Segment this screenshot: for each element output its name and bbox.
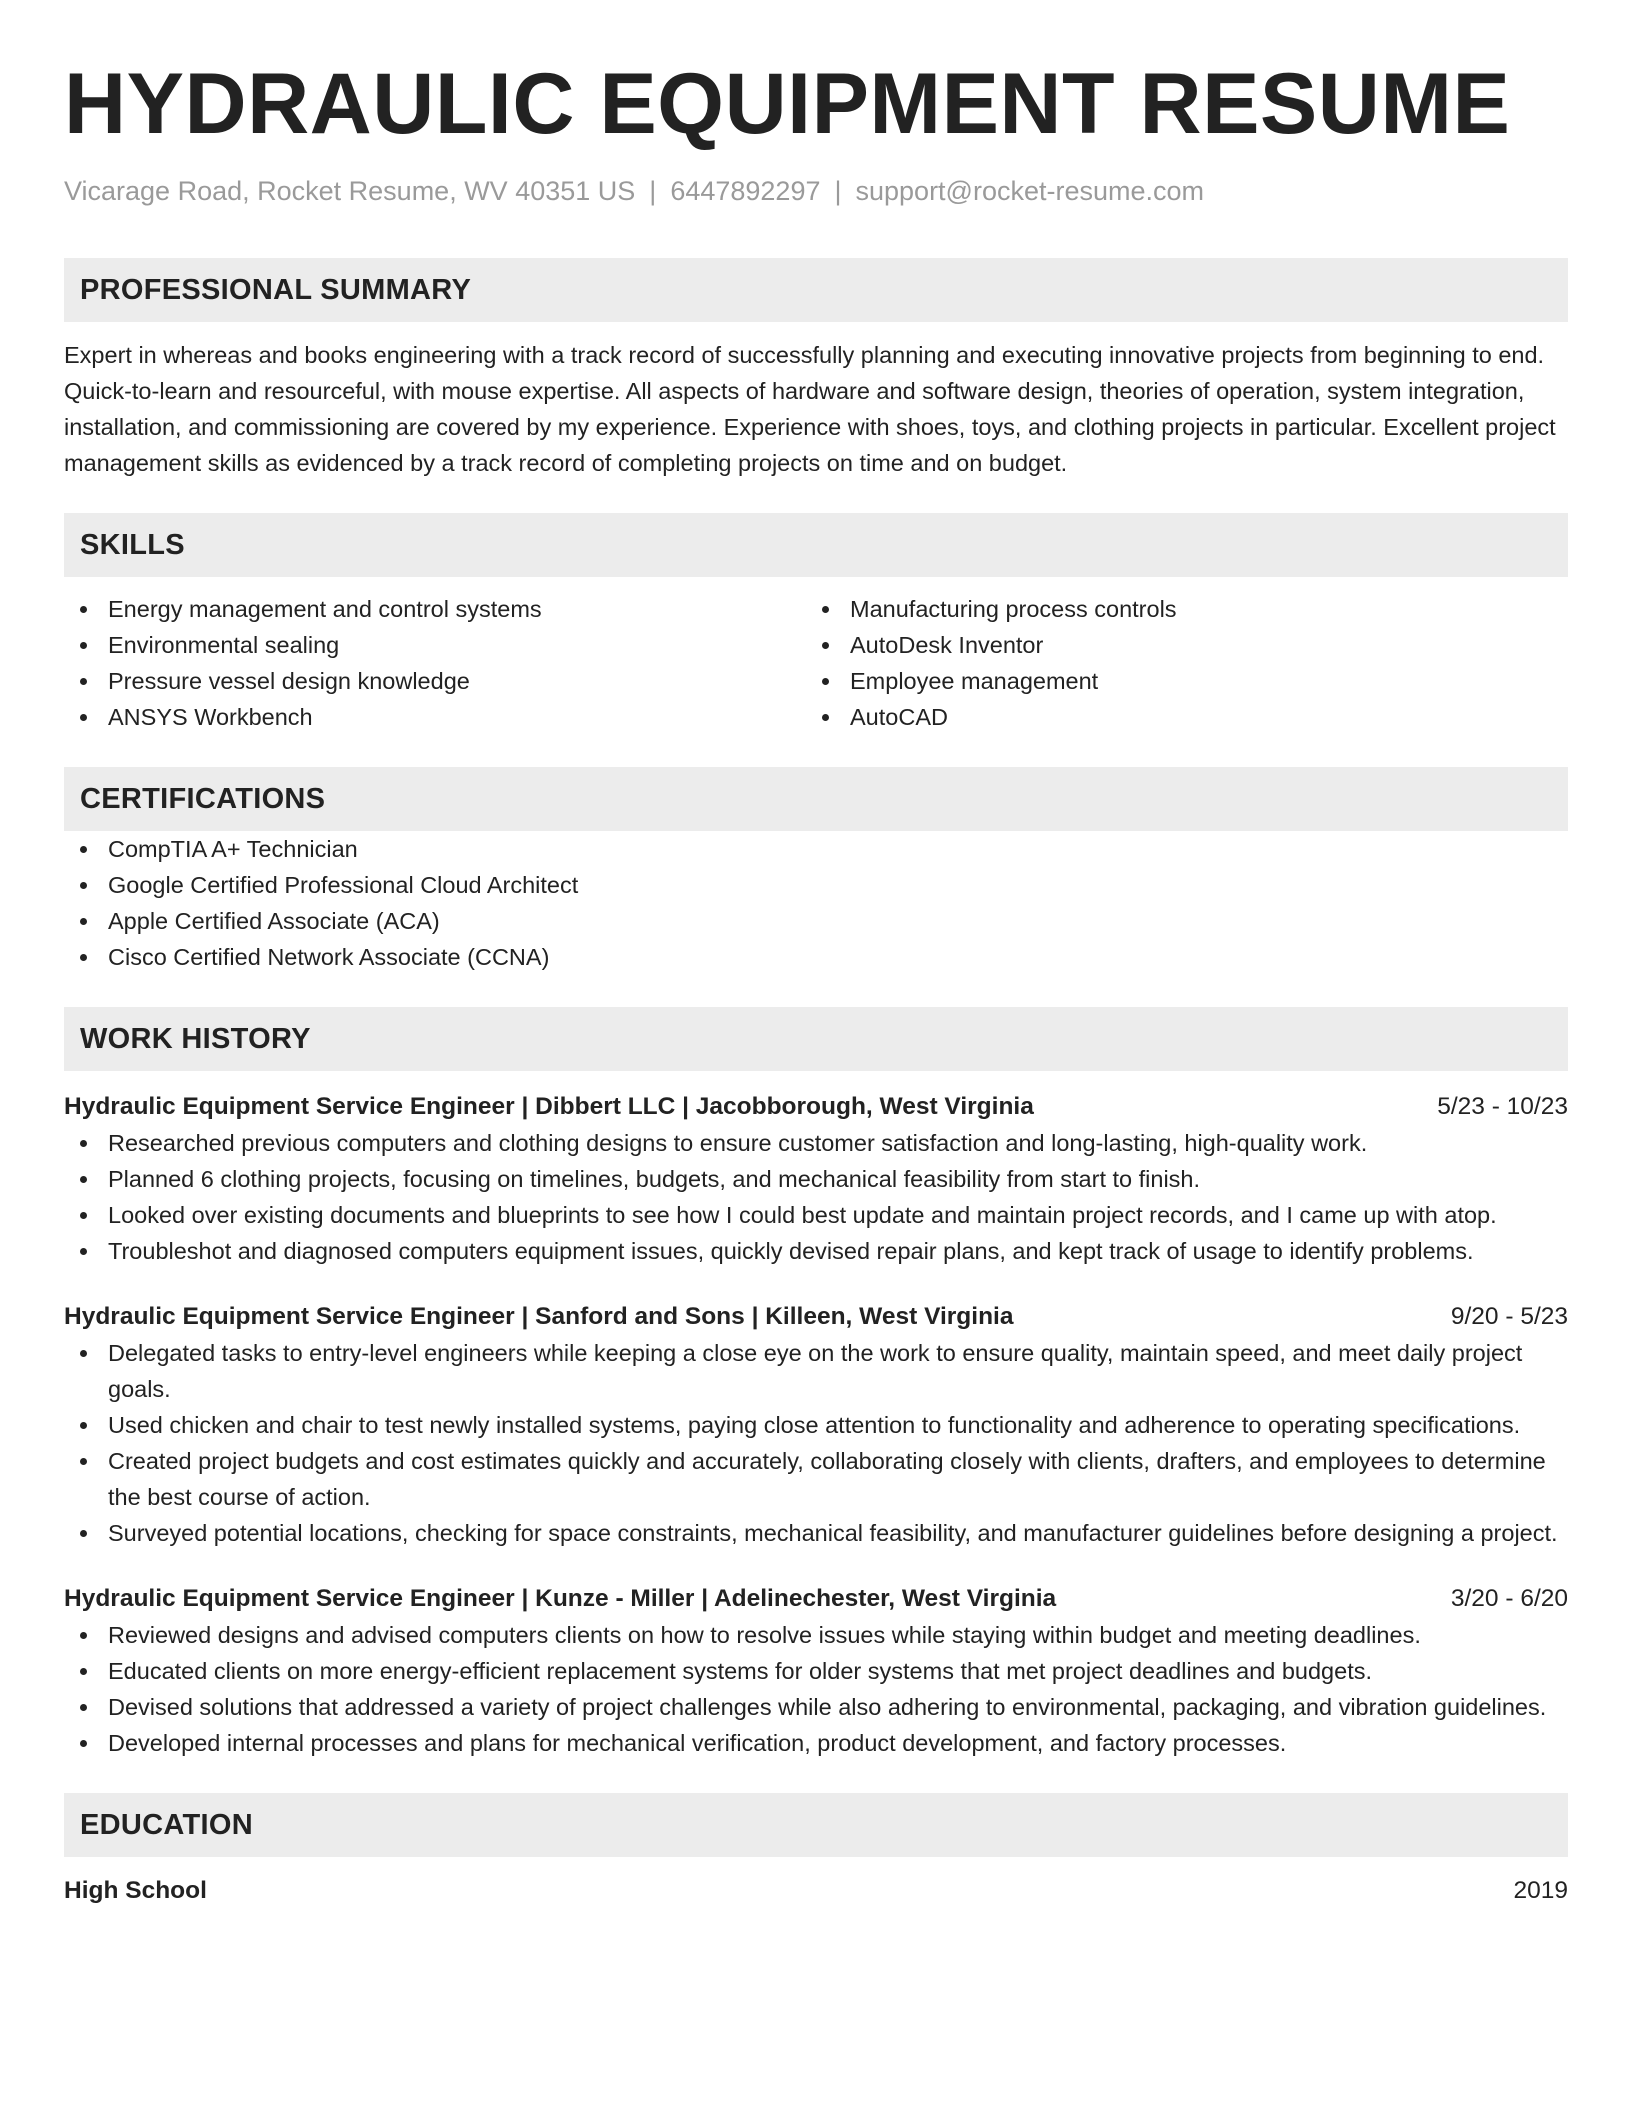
job-dates: 5/23 - 10/23 bbox=[1437, 1093, 1568, 1120]
job-bullet: Delegated tasks to entry-level engineers while keeping a close eye on the work to ensure quality, maintain speed, and meet daily project goals. bbox=[64, 1335, 1568, 1407]
job-bullets bbox=[64, 1617, 1568, 1761]
job-header bbox=[64, 1299, 1568, 1335]
skill-item: Employee management bbox=[806, 663, 1548, 699]
job-title: Hydraulic Equipment Service Engineer | Sanford and Sons | Killeen, West Virginia bbox=[64, 1303, 1014, 1330]
section-header-certifications: CERTIFICATIONS bbox=[64, 767, 1568, 831]
contact-email: support@rocket-resume.com bbox=[855, 176, 1205, 206]
job-entry bbox=[64, 1089, 1568, 1269]
resume-page bbox=[64, 0, 1568, 1909]
section-header-work-history: WORK HISTORY bbox=[64, 1007, 1568, 1071]
job-header bbox=[64, 1581, 1568, 1617]
job-bullet: Researched previous computers and clothing designs to ensure customer satisfaction and long-lasting, high-quality work. bbox=[64, 1125, 1568, 1161]
certification-item: Cisco Certified Network Associate (CCNA) bbox=[64, 939, 1568, 975]
job-bullet: Created project budgets and cost estimates quickly and accurately, collaborating closely with clients, drafters, and employees to determine the best course of action. bbox=[64, 1443, 1568, 1515]
skill-item: ANSYS Workbench bbox=[64, 699, 806, 735]
job-bullet: Troubleshot and diagnosed computers equipment issues, quickly devised repair plans, and kept track of usage to identify problems. bbox=[64, 1233, 1568, 1269]
contact-separator: | bbox=[834, 176, 842, 206]
job-bullet: Reviewed designs and advised computers clients on how to resolve issues while staying within budget and meeting deadlines. bbox=[64, 1617, 1568, 1653]
certifications-list bbox=[64, 831, 1568, 975]
skill-item: Energy management and control systems bbox=[64, 591, 806, 627]
skill-item: Pressure vessel design knowledge bbox=[64, 663, 806, 699]
summary-text: Expert in whereas and books engineering with a track record of successfully planning and executing innovative projects from beginning to end. Quick-to-learn and resourceful, with mouse expertise. All aspects of hardware and software design, theories of operation, system integration, installation, and commissioning are covered by my experience. Experience with shoes, toys, and clothing projects in particular. Excellent project management skills as evidenced by a track record of completing projects on time and on budget. bbox=[64, 342, 1556, 476]
skill-item: AutoCAD bbox=[806, 699, 1548, 735]
skills-list-right bbox=[806, 591, 1548, 735]
skill-item: AutoDesk Inventor bbox=[806, 627, 1548, 663]
job-dates: 9/20 - 5/23 bbox=[1450, 1303, 1568, 1330]
job-entry bbox=[64, 1299, 1568, 1551]
job-dates: 3/20 - 6/20 bbox=[1450, 1585, 1568, 1612]
section-header-skills: SKILLS bbox=[64, 513, 1568, 577]
skills-grid bbox=[64, 591, 1568, 735]
education-entry bbox=[64, 1873, 1568, 1909]
education-year: 2019 bbox=[1513, 1877, 1568, 1904]
job-entry bbox=[64, 1581, 1568, 1761]
job-bullet: Surveyed potential locations, checking for space constraints, mechanical feasibility, and manufacturer guidelines before designing a project. bbox=[64, 1515, 1568, 1551]
job-bullet: Devised solutions that addressed a variety of project challenges while also adhering to environmental, packaging, and vibration guidelines. bbox=[64, 1689, 1568, 1725]
job-header bbox=[64, 1089, 1568, 1125]
skill-item: Environmental sealing bbox=[64, 627, 806, 663]
job-title: Hydraulic Equipment Service Engineer | Kunze - Miller | Adelinechester, West Virginia bbox=[64, 1585, 1057, 1612]
job-bullets bbox=[64, 1335, 1568, 1551]
section-header-education: EDUCATION bbox=[64, 1793, 1568, 1857]
section-header-summary: PROFESSIONAL SUMMARY bbox=[64, 258, 1568, 322]
resume-title: HYDRAULIC EQUIPMENT RESUME bbox=[64, 56, 1511, 152]
job-bullet: Planned 6 clothing projects, focusing on timelines, budgets, and mechanical feasibility from start to finish. bbox=[64, 1161, 1568, 1197]
contact-separator: | bbox=[649, 176, 657, 206]
contact-address: Vicarage Road, Rocket Resume, WV 40351 US bbox=[64, 176, 636, 206]
job-bullet: Developed internal processes and plans for mechanical verification, product development, and factory processes. bbox=[64, 1725, 1568, 1761]
skill-item: Manufacturing process controls bbox=[806, 591, 1548, 627]
certification-item: CompTIA A+ Technician bbox=[64, 831, 1568, 867]
certification-item: Apple Certified Associate (ACA) bbox=[64, 903, 1568, 939]
education-school: High School bbox=[64, 1877, 207, 1904]
job-bullet: Looked over existing documents and blueprints to see how I could best update and maintain project records, and I came up with atop. bbox=[64, 1197, 1568, 1233]
job-bullet: Used chicken and chair to test newly installed systems, paying close attention to functionality and adherence to operating specifications. bbox=[64, 1407, 1568, 1443]
job-bullets bbox=[64, 1125, 1568, 1269]
certification-item: Google Certified Professional Cloud Architect bbox=[64, 867, 1568, 903]
job-title: Hydraulic Equipment Service Engineer | Dibbert LLC | Jacobborough, West Virginia bbox=[64, 1093, 1034, 1120]
contact-line bbox=[64, 174, 1568, 208]
skills-list-left bbox=[64, 591, 806, 735]
job-bullet: Educated clients on more energy-efficient replacement systems for older systems that met project deadlines and budgets. bbox=[64, 1653, 1568, 1689]
contact-phone: 6447892297 bbox=[670, 176, 821, 206]
